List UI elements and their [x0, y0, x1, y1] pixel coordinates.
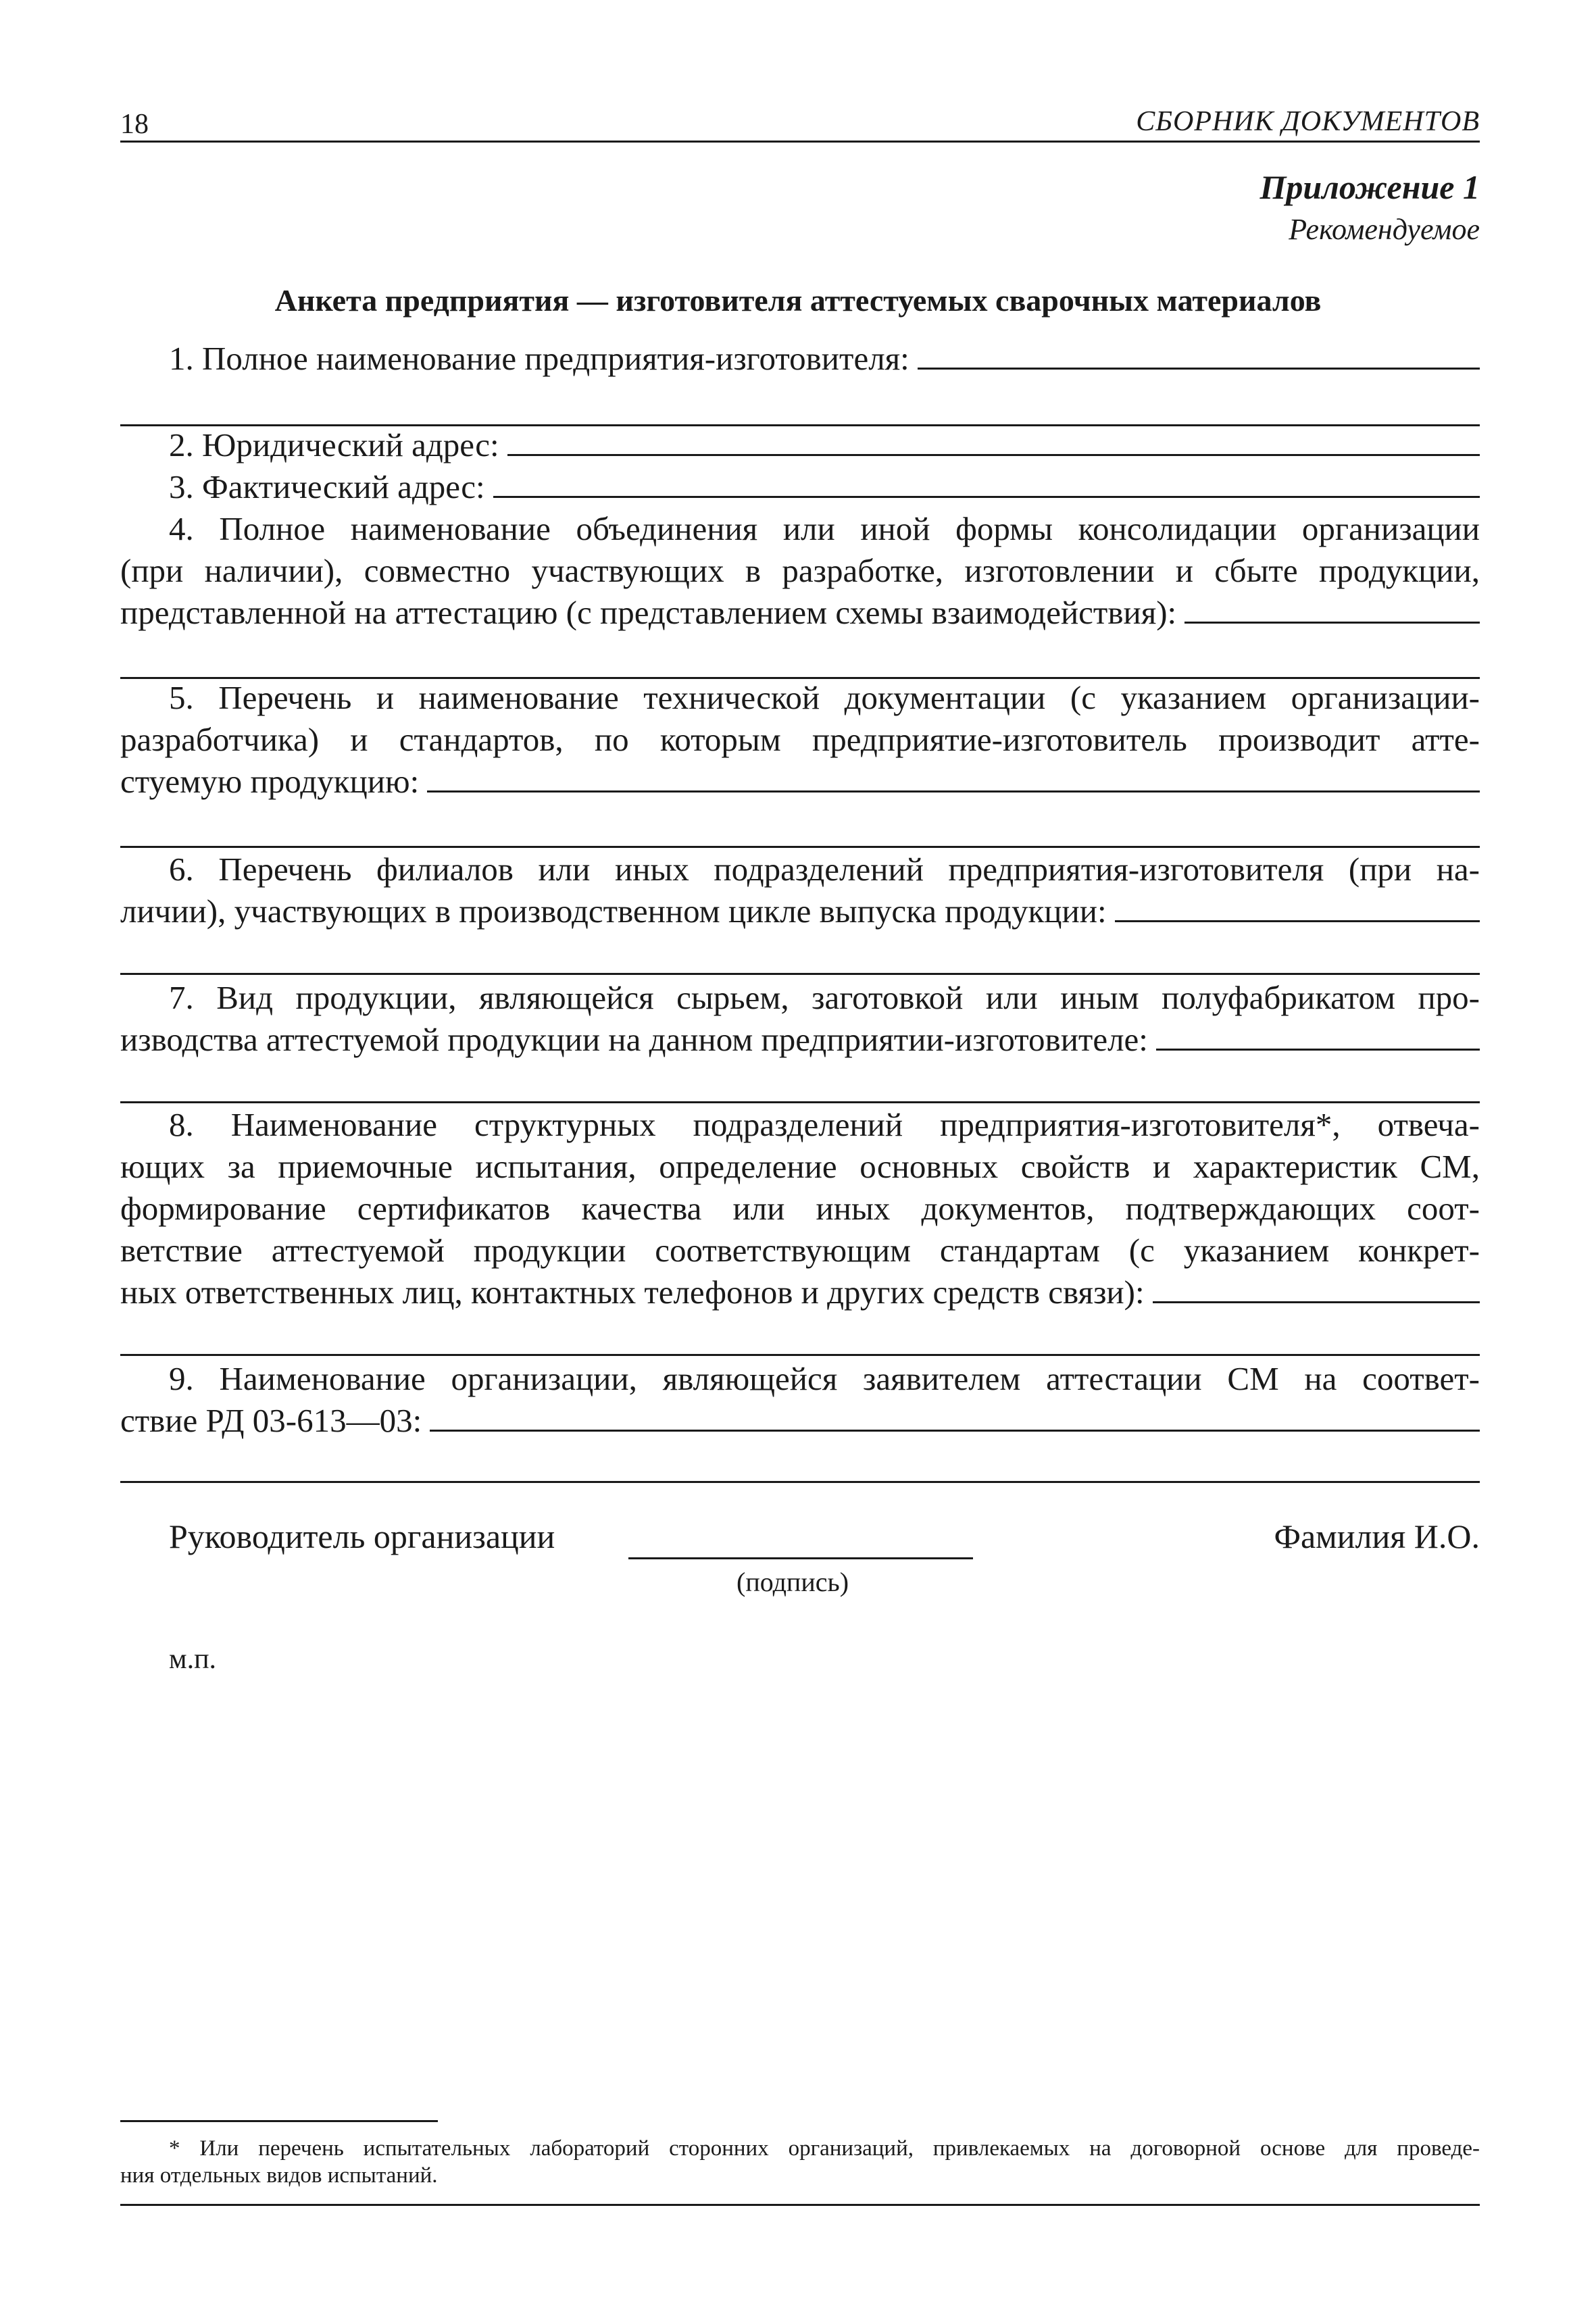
item-7-fill[interactable]	[1156, 1022, 1480, 1051]
item-5-blank-line[interactable]	[120, 846, 1480, 848]
item-1-fill[interactable]	[918, 341, 1480, 370]
item-6-fill[interactable]	[1115, 893, 1480, 922]
stamp-place: м.п.	[169, 1644, 217, 1675]
item-7-line-1: 7. Вид продукции, являющейся сырьем, заготовкой или иным полуфабрикатом про-	[169, 979, 1480, 1016]
item-4-label: представленной на аттестацию (с представлением схемы взаимодействия):	[120, 594, 1177, 631]
item-9-fill[interactable]	[430, 1403, 1480, 1432]
bottom-divider	[120, 2204, 1480, 2206]
item-2-label: 2. Юридический адрес:	[169, 426, 499, 463]
signature-line[interactable]	[628, 1557, 973, 1559]
item-9-label: ствие РД 03-613—03:	[120, 1402, 422, 1439]
appendix-title: Приложение 1	[1260, 168, 1480, 206]
appendix-subtitle: Рекомендуемое	[1289, 213, 1480, 246]
item-5-line-2: разработчика) и стандартов, по которым предприятие-изготовитель производит атте-	[120, 721, 1480, 758]
item-8-line-2: ющих за приемочные испытания, определение основных свойств и характеристик СМ,	[120, 1148, 1480, 1185]
item-4-line-3	[120, 592, 1480, 634]
header-divider	[120, 141, 1480, 143]
item-4-line-1: 4. Полное наименование объединения или иной формы консолидации организации	[169, 510, 1480, 547]
item-3-fill[interactable]	[493, 469, 1480, 498]
footnote-rule	[120, 2120, 438, 2122]
item-9-line-2	[120, 1400, 1480, 1442]
item-1-label: 1. Полное наименование предприятия-изготовителя:	[169, 340, 909, 377]
item-8-line-4: ветствие аттестуемой продукции соответствующим стандартам (с указанием конкрет-	[120, 1232, 1480, 1269]
signatory-name: Фамилия И.О.	[1274, 1517, 1480, 1555]
item-8-line-1: 8. Наименование структурных подразделений предприятия-изготовителя*, отвеча-	[169, 1106, 1480, 1143]
item-7-line-2	[120, 1019, 1480, 1061]
item-4-fill[interactable]	[1184, 595, 1480, 624]
item-4-line-2: (при наличии), совместно участвующих в разработке, изготовлении и сбыте продукции,	[120, 552, 1480, 589]
form-title: Анкета предприятия — изготовителя аттестуемых сварочных материалов	[274, 283, 1322, 318]
item-8-line-5	[120, 1272, 1480, 1313]
item-9-blank-line[interactable]	[120, 1481, 1480, 1483]
signature-caption: (подпись)	[737, 1567, 849, 1597]
item-7-blank-line[interactable]	[120, 1101, 1480, 1103]
item-3-label: 3. Фактический адрес:	[169, 468, 485, 505]
item-1	[169, 338, 1480, 380]
page-number: 18	[120, 109, 149, 140]
item-6-blank-line[interactable]	[120, 973, 1480, 975]
item-5-label: стуемую продукцию:	[120, 763, 420, 800]
running-title: СБОРНИК ДОКУМЕНТОВ	[1136, 106, 1480, 137]
item-8-fill[interactable]	[1153, 1274, 1480, 1303]
footnote-line-1: * Или перечень испытательных лабораторий сторонних организаций, привлекаемых на договорной основе для проведе-	[169, 2136, 1480, 2161]
item-8-label: ных ответственных лиц, контактных телефонов и других средств связи):	[120, 1274, 1145, 1311]
item-5-fill[interactable]	[427, 763, 1480, 793]
item-5-line-3	[120, 761, 1480, 803]
item-8-blank-line[interactable]	[120, 1354, 1480, 1356]
item-5-line-1: 5. Перечень и наименование технической документации (с указанием организации-	[169, 679, 1480, 716]
item-2-fill[interactable]	[507, 427, 1480, 456]
signature-label: Руководитель организации	[169, 1517, 555, 1555]
item-6-line-1: 6. Перечень филиалов или иных подразделений предприятия-изготовителя (при на-	[169, 851, 1480, 888]
item-8-line-3: формирование сертификатов качества или иных документов, подтверждающих соот-	[120, 1190, 1480, 1227]
item-2	[169, 424, 1480, 466]
item-9-line-1: 9. Наименование организации, являющейся заявителем аттестации СМ на соответ-	[169, 1360, 1480, 1397]
item-6-line-2	[120, 890, 1480, 932]
footnote-line-2: ния отдельных видов испытаний.	[120, 2163, 438, 2188]
item-3	[169, 466, 1480, 508]
item-6-label: личии), участвующих в производственном цикле выпуска продукции:	[120, 892, 1107, 930]
item-7-label: изводства аттестуемой продукции на данном предприятии-изготовителе:	[120, 1021, 1148, 1058]
